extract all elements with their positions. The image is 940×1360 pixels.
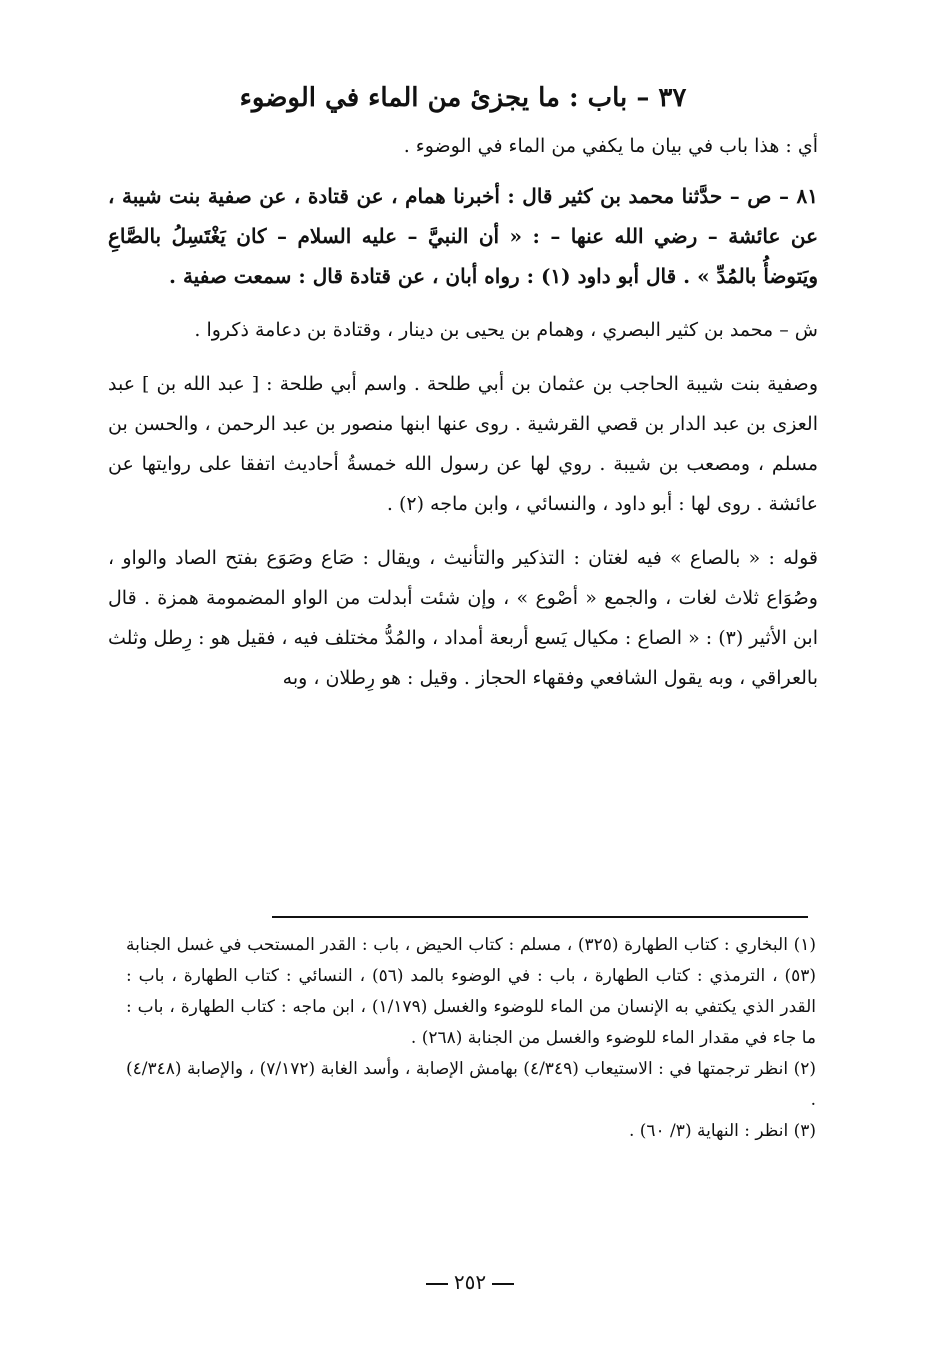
page-number-value: ٢٥٢ [453,1270,487,1294]
intro-paragraph: أي : هذا باب في بيان ما يكفي من الماء في الوضوء . [403,135,818,157]
safiyya-paragraph: وصفية بنت شيبة الحاجب بن عثمان بن أبي طلحة . واسم أبي طلحة : [ عبد الله بن ] عبد العزى بن عبد الدار بن قصي القرشية . روى عنها ابنها منصور بن عبد الرحمن ، والحسن بن مسلم ، ومصعب بن شيبة . روي لها عن رسول الله خمسةُ أحاديث اتفقا على روايتها عن عائشة . روى لها : أبو داود ، والنسائي ، وابن ماجه (٢) . [108,373,818,515]
chapter-title: ٣٧ – باب : ما يجزئ من الماء في الوضوء [239,83,687,113]
footnotes [126,930,816,1147]
sharh-paragraph: ش – محمد بن كثير البصري ، وهمام بن يحيى بن دينار ، وقتادة بن دعامة ذكروا . [194,319,818,341]
page-number [0,1270,940,1294]
qawluh-paragraph: قوله : « بالصاع » فيه لغتان : التذكير والتأنيث ، ويقال : صَاع وصَوَع بفتح الصاد والواو ، وصُوَاع ثلاث لغات ، والجمع « أصْوع » ، وإن شئت أبدلت من الواو المضمومة همزة . قال ابن الأثير (٣) : « الصاع : مكيال يَسع أربعة أمداد ، والمُدُّ مختلف فيه ، فقيل هو : رِطل وثلث بالعراقي ، وبه يقول الشافعي وفقهاء الحجاز . وقيل : هو رِطلان ، وبه [108,547,818,689]
page-number-dash-left [492,1283,514,1285]
page-body [108,78,818,698]
footnote-divider [272,916,808,918]
footnote-1: (١) البخاري : كتاب الطهارة (٣٢٥) ، مسلم : كتاب الحيض ، باب : القدر المستحب في غسل الجنابة (٥٣) ، الترمذي : كتاب الطهارة ، باب : في الوضوء بالمد (٥٦) ، النسائي : كتاب الطهارة ، باب : القدر الذي يكتفي به الإنسان من الماء للوضوء والغسل (١/١٧٩) ، ابن ماجه : كتاب الطهارة ، باب : ما جاء في مقدار الماء للوضوء والغسل من الجنابة (٢٦٨) . [126,935,817,1048]
footnote-2: (٢) انظر ترجمتها في : الاستيعاب (٤/٣٤٩) بهامش الإصابة ، وأسد الغابة (٧/١٧٢) ، والإصابة (٤/٣٤٨) . [126,1059,816,1110]
hadith-text: ٨١ – ص – حدَّثنا محمد بن كثير قال : أخبرنا همام ، عن قتادة ، عن صفية بنت شيبة ، عن عائشة – رضي الله عنها – : « أن النبيَّ – عليه السلام – كان يَغْتَسِلُ بالصَّاعِ ويَتوضأُ بالمُدِّ » . قال أبو داود (١) : رواه أبان ، عن قتادة قال : سمعت صفية . [108,184,818,288]
footnote-3: (٣) انظر : النهاية (٣/ ٦٠) . [628,1121,816,1141]
page-number-dash-right [426,1283,448,1285]
